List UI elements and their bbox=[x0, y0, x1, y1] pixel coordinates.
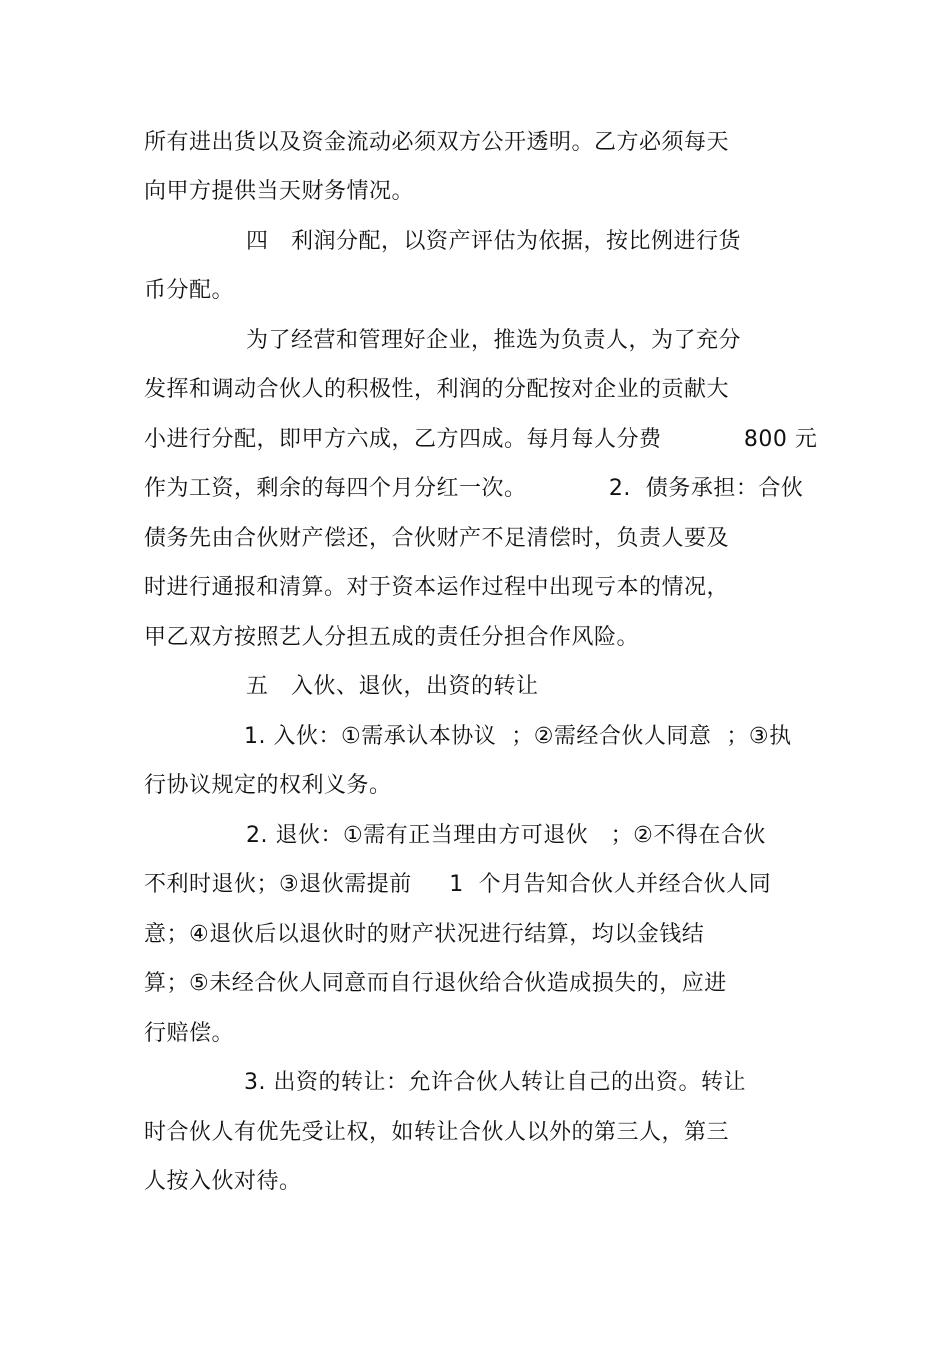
text-line-17: 意；④退伙后以退伙时的财产状况进行结算，均以金钱结 bbox=[144, 922, 705, 947]
text-line-3: 四 利润分配，以资产评估为依据，按比例进行货 bbox=[246, 229, 741, 254]
text-line-22: 人按入伙对待。 bbox=[144, 1169, 302, 1194]
text-line-8: 作为工资，剩余的每四个月分红一次。 2. 债务承担：合伙 bbox=[144, 476, 804, 501]
text-line-6: 发挥和调动合伙人的积极性，利润的分配按对企业的贡献大 bbox=[144, 377, 730, 402]
text-line-16: 不利时退伙；③退伙需提前 1 个月告知合伙人并经合伙人同 bbox=[144, 872, 772, 897]
text-line-4: 币分配。 bbox=[144, 278, 235, 303]
text-line-20: 3. 出资的转让：允许合伙人转让自己的出资。转让 bbox=[244, 1070, 746, 1095]
text-line-1: 所有进出货以及资金流动必须双方公开透明。乙方必须每天 bbox=[144, 130, 730, 155]
text-line-13: 1. 入伙：①需承认本协议 ；②需经合伙人同意 ；③执 bbox=[244, 724, 792, 749]
text-line-10: 时进行通报和清算。对于资本运作过程中出现亏本的情况， bbox=[144, 575, 730, 600]
text-line-2: 向甲方提供当天财务情况。 bbox=[144, 179, 415, 204]
text-line-19: 行赔偿。 bbox=[144, 1021, 235, 1046]
text-line-7: 小进行分配，即甲方六成，乙方四成。每月每人分费 800 元 bbox=[144, 427, 818, 452]
text-line-15: 2. 退伙：①需有正当理由方可退伙 ；②不得在合伙 bbox=[246, 823, 766, 848]
text-line-18: 算；⑤未经合伙人同意而自行退伙给合伙造成损失的，应进 bbox=[144, 971, 727, 996]
section-heading: 五 入伙、退伙，出资的转让 bbox=[246, 674, 539, 699]
text-line-9: 债务先由合伙财产偿还，合伙财产不足清偿时，负责人要及 bbox=[144, 526, 730, 551]
text-line-5: 为了经营和管理好企业，推选为负责人，为了充分 bbox=[246, 328, 742, 353]
text-line-14: 行协议规定的权利义务。 bbox=[144, 773, 392, 798]
text-line-11: 甲乙双方按照艺人分担五成的责任分担合作风险。 bbox=[144, 625, 640, 650]
text-line-21: 时合伙人有优先受让权，如转让合伙人以外的第三人，第三 bbox=[144, 1120, 730, 1145]
